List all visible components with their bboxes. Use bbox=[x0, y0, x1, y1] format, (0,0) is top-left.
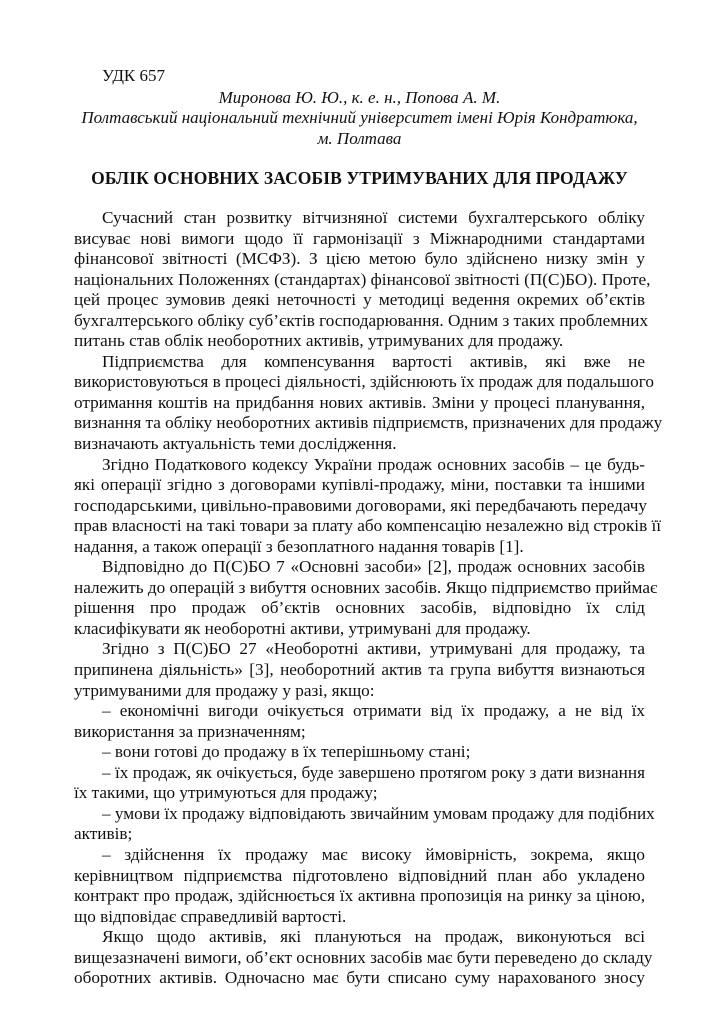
text-line: використовуються в процесі діяльності, здійснюють їх продаж для подальшого bbox=[74, 372, 654, 392]
list-item bbox=[74, 701, 645, 742]
text-line: надання, а також операції з безоплатного надання товарів [1]. bbox=[74, 536, 524, 556]
text-line: утримуваними для продажу у разі, якщо: bbox=[74, 680, 375, 700]
text-line: – їх продаж, як очікується, буде завершено протягом року з дати визнання bbox=[102, 762, 645, 782]
text-line: – вони готові до продажу в їх теперішньому стані; bbox=[102, 742, 471, 762]
text-line: активів; bbox=[74, 824, 133, 844]
text-line: припинена діяльність» [3], необоротний актив та група вибуття визнаються bbox=[74, 660, 645, 680]
article-body bbox=[74, 208, 663, 989]
text-line: отримання коштів на придбання нових активів. Зміни у процесі планування, bbox=[74, 392, 645, 412]
text-line: які операції згідно з договорами купівлі-продажу, міни, поставки та іншими bbox=[74, 475, 645, 495]
affiliation bbox=[74, 108, 645, 149]
paragraph bbox=[74, 639, 645, 701]
paragraph bbox=[74, 927, 653, 989]
text-line: цей процес зумовив деякі неточності у методиці ведення окремих об’єктів bbox=[74, 290, 645, 310]
text-line: керівництвом підприємства підготовлено відповідний план або укладено bbox=[74, 865, 645, 885]
text-line: Згідно Податкового кодексу України продаж основних засобів – це будь- bbox=[102, 454, 645, 474]
text-line: визнання та обліку необоротних активів підприємств, призначених для продажу bbox=[74, 413, 663, 433]
text-line: національних Положеннях (стандартах) фінансової звітності (П(С)БО). Проте, bbox=[74, 269, 651, 289]
list-item bbox=[74, 742, 645, 763]
affiliation-line: Полтавський національний технічний університет імені Юрія Кондратюка, bbox=[81, 108, 638, 127]
text-line: прав власності на такі товари за плату або компенсацію незалежно від строків її bbox=[74, 516, 662, 536]
text-line: Відповідно до П(С)БО 7 «Основні засоби» [2], продаж основних засобів bbox=[102, 557, 645, 577]
list-item bbox=[74, 763, 645, 804]
udc-code: УДК 657 bbox=[102, 66, 166, 85]
affiliation-city: м. Полтава bbox=[317, 128, 402, 148]
text-line: – економічні вигоди очікується отримати від їх продажу, а не від їх bbox=[102, 701, 645, 721]
article-title: ОБЛІК ОСНОВНИХ ЗАСОБІВ УТРИМУВАНИХ ДЛЯ ПРОДАЖУ bbox=[91, 168, 628, 188]
paragraph bbox=[74, 557, 658, 639]
text-line: що відповідає справедливій вартості. bbox=[74, 906, 347, 926]
list-item bbox=[74, 803, 655, 845]
text-line: їх такими, що утримуються для продажу; bbox=[74, 783, 378, 803]
list-item bbox=[74, 845, 645, 927]
text-line: оборотних активів. Одночасно має бути списано суму нарахованого зносу bbox=[74, 968, 645, 988]
paragraph bbox=[74, 208, 651, 352]
text-line: Якщо щодо активів, які плануються на продаж, виконуються всі bbox=[102, 927, 645, 947]
text-line: використання за призначенням; bbox=[74, 721, 306, 741]
text-line: Підприємства для компенсування вартості активів, які вже не bbox=[102, 351, 645, 371]
text-line: – здійснення їх продажу має високу ймовірність, зокрема, якщо bbox=[102, 844, 645, 864]
text-line: господарськими, цивільно-правовими договорами, які передбачають передачу bbox=[74, 495, 648, 515]
text-line: належить до операцій з вибуття основних засобів. Якщо підприємство приймає bbox=[74, 577, 658, 597]
text-line: висуває нові вимоги щодо її гармонізації з Міжнародними стандартами bbox=[74, 228, 645, 248]
authors-line: Миронова Ю. Ю., к. е. н., Попова А. М. bbox=[218, 88, 501, 107]
text-line: визначають актуальність теми дослідження. bbox=[74, 434, 397, 454]
text-line: бухгалтерського обліку суб’єктів господарювання. Одним з таких проблемних bbox=[74, 310, 649, 330]
paragraph bbox=[74, 351, 663, 455]
text-line: фінансової звітності (МСФЗ). З цією метою було здійснено низку змін у bbox=[74, 249, 645, 269]
text-line: Згідно з П(С)БО 27 «Необоротні активи, утримувані для продажу, та bbox=[102, 639, 645, 659]
text-line: Сучасний стан розвитку вітчизняної системи бухгалтерського обліку bbox=[102, 208, 645, 227]
text-line: вищезазначені вимоги, об’єкт основних засобів має бути переведено до складу bbox=[74, 947, 653, 967]
text-line: контракт про продаж, здійснюється їх активна пропозиція на ринку за ціною, bbox=[74, 886, 645, 906]
text-line: класифікувати як необоротні активи, утримувані для продажу. bbox=[74, 618, 531, 638]
text-line: питань став облік необоротних активів, утримуваних для продажу. bbox=[74, 331, 564, 351]
paragraph bbox=[74, 454, 662, 558]
text-line: рішення про продаж об’єктів основних засобів, відповідно їх слід bbox=[74, 598, 645, 618]
text-line: – умови їх продажу відповідають звичайним умовам продажу для подібних bbox=[102, 803, 655, 823]
